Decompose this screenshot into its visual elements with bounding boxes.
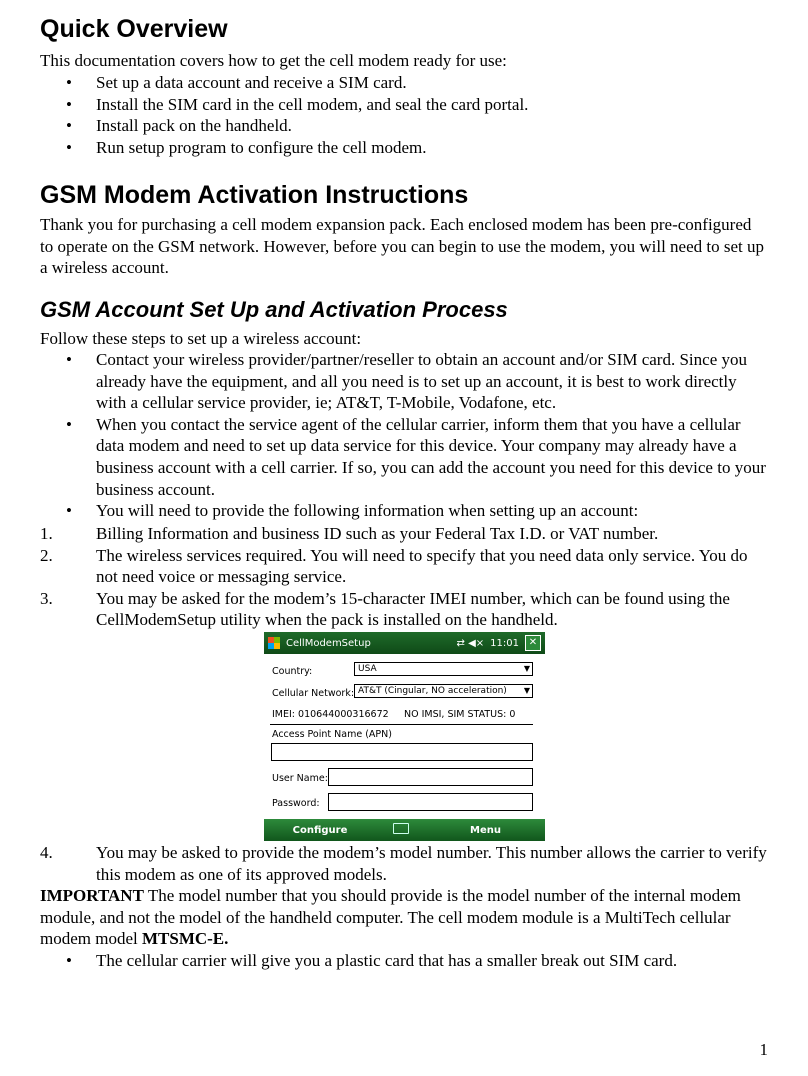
account-steps xyxy=(40,523,770,631)
connectivity-volume-icon: ⇄ ◀× xyxy=(456,637,485,649)
keyboard-icon xyxy=(393,823,409,834)
quick-list xyxy=(40,72,770,158)
clock: 11:01 xyxy=(490,637,519,649)
apn-input[interactable] xyxy=(271,743,533,761)
title-bar xyxy=(264,632,545,654)
list-item: • You will need to provide the following information when setting up an account: xyxy=(40,500,770,522)
windows-logo-icon xyxy=(268,637,280,649)
country-label: Country: xyxy=(272,666,313,677)
user-name-input[interactable] xyxy=(328,768,533,786)
cellmodemsetup-screenshot xyxy=(264,632,545,841)
list-item: • The cellular carrier will give you a plastic card that has a smaller break out SIM card. xyxy=(40,950,770,972)
keyboard-button[interactable] xyxy=(376,823,426,837)
final-list xyxy=(40,950,770,972)
list-item: • Contact your wireless provider/partner/reseller to obtain an account and/or SIM card. Since you already have the equipment, and all you need is to set up an account, it is best to work directly with a cellular service provider, ie; AT&T, T-Mobile, Vodafone, etc. xyxy=(40,349,770,414)
list-item: 2. The wireless services required. You will need to specify that you need data only service. You do not need voice or messaging service. xyxy=(40,545,748,587)
list-item: • When you contact the service agent of the cellular carrier, inform them that you have a cellular data modem and need to set up data service for this device. Your company may already have a business account with a cell carrier. If so, you can add the account you need for this device to your business account. xyxy=(40,414,770,500)
network-label: Cellular Network: xyxy=(272,688,355,699)
list-item: • Install pack on the handheld. xyxy=(40,115,770,137)
list-item: 3. You may be asked for the modem’s 15-character IMEI number, which can be found using the CellModemSetup utility when the pack is installed on the handheld. xyxy=(40,588,730,630)
app-title: CellModemSetup xyxy=(286,637,371,649)
apn-label: Access Point Name (APN) xyxy=(272,729,392,740)
softkey-bar xyxy=(264,819,545,841)
network-select[interactable]: AT&T (Cingular, NO acceleration) ▼ xyxy=(354,684,533,698)
list-item: 1. Billing Information and business ID such as your Federal Tax I.D. or VAT number. xyxy=(40,524,659,543)
list-item: • Set up a data account and receive a SIM card. xyxy=(40,72,770,94)
country-select[interactable]: USA ▼ xyxy=(354,662,533,676)
user-name-label: User Name: xyxy=(272,773,328,784)
close-button[interactable]: ✕ xyxy=(525,635,541,651)
gsm-body: Thank you for purchasing a cell modem expansion pack. Each enclosed modem has been pre-configured to operate on the GSM network. However, before you can begin to use the modem, you will need to set up a wireless account. xyxy=(40,215,765,278)
password-input[interactable] xyxy=(328,793,533,811)
quick-intro: This documentation covers how to get the cell modem ready for use: xyxy=(40,51,507,70)
heading-gsm-activation: GSM Modem Activation Instructions xyxy=(40,181,469,209)
page-number: 1 xyxy=(759,1040,768,1059)
list-item: • Run setup program to configure the cell modem. xyxy=(40,137,770,159)
list-item: 4. You may be asked to provide the modem’s model number. This number allows the carrier to verify this modem as one of its approved models. xyxy=(40,843,767,884)
menu-softkey[interactable]: Menu xyxy=(470,824,501,836)
form-body xyxy=(264,654,545,819)
account-step-4 xyxy=(40,842,770,885)
heading-quick-overview: Quick Overview xyxy=(40,15,228,43)
chevron-down-icon: ▼ xyxy=(523,686,530,695)
password-label: Password: xyxy=(272,798,320,809)
list-item: • Install the SIM card in the cell modem, and seal the card portal. xyxy=(40,94,770,116)
divider xyxy=(270,724,533,725)
account-list xyxy=(40,349,770,522)
heading-account-setup: GSM Account Set Up and Activation Process xyxy=(40,297,508,322)
chevron-down-icon: ▼ xyxy=(523,664,530,673)
important-note: IMPORTANT The model number that you should provide is the model number of the internal modem module, and not the model of the handheld computer. The cell modem module is a MultiTech cellular modem model MTSMC-E. xyxy=(40,886,741,949)
account-intro: Follow these steps to set up a wireless account: xyxy=(40,329,362,348)
sim-status-text: NO IMSI, SIM STATUS: 0 xyxy=(404,709,516,720)
imei-text: IMEI: 010644000316672 xyxy=(272,709,389,720)
configure-softkey[interactable]: Configure xyxy=(292,824,348,836)
